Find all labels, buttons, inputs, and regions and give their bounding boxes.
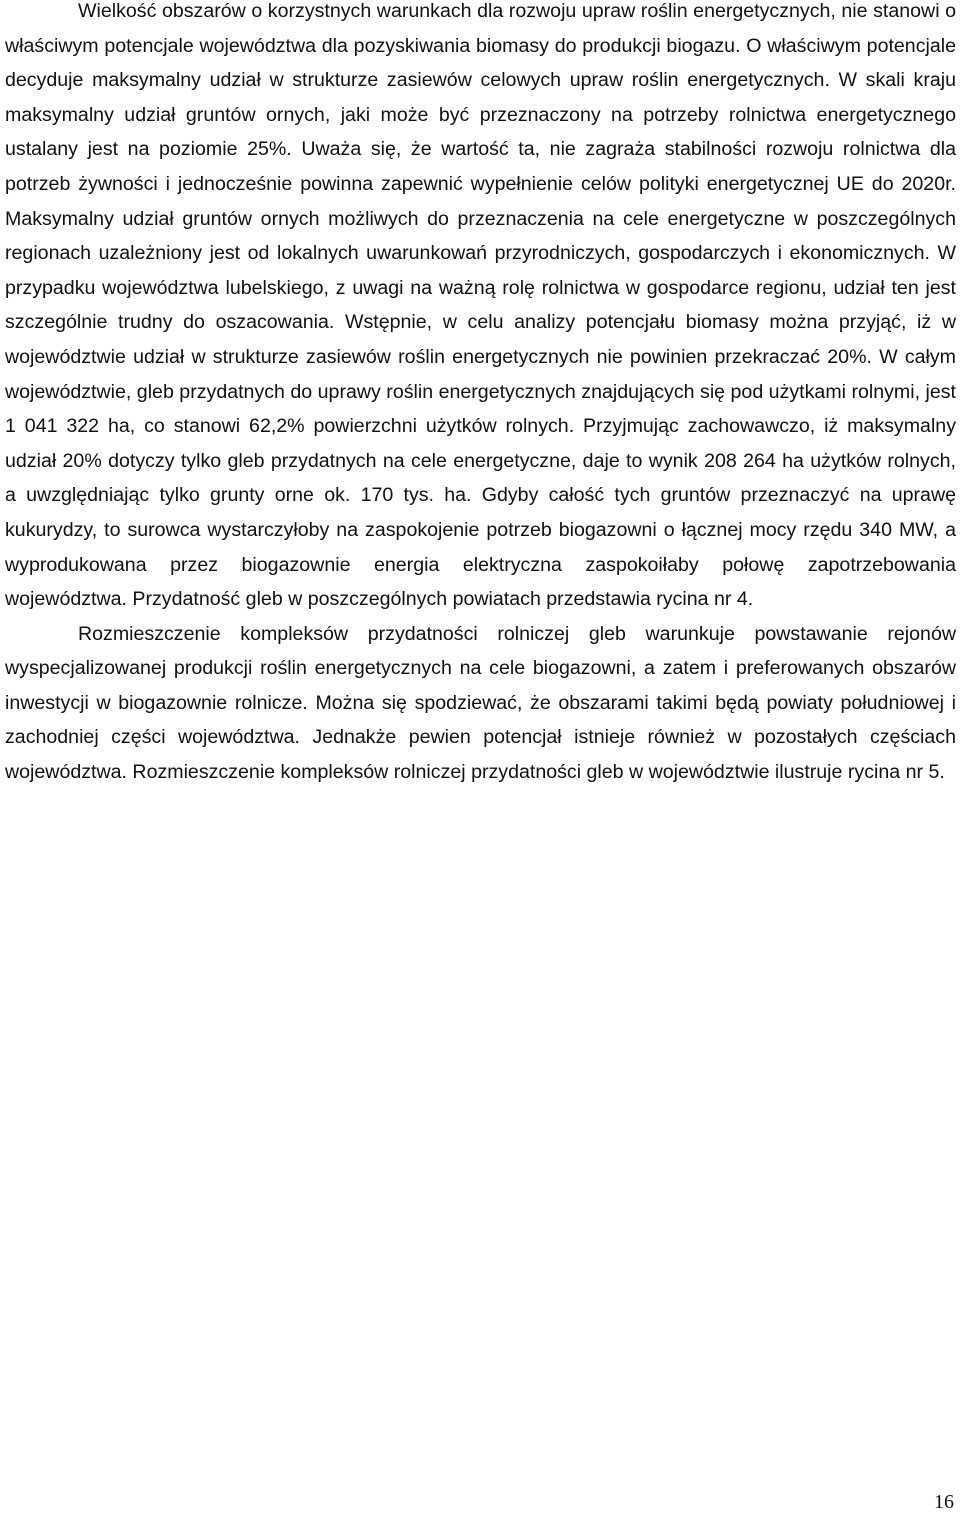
- paragraph-biomass-potential: Wielkość obszarów o korzystnych warunkach dla rozwoju upraw roślin energetycznych, nie stanowi o właściwym potencjale województwa dla pozyskiwania biomasy do produkcji biogazu. O właściwym potencjale decyduje maksymalny udział w strukturze zasiewów celowych upraw roślin energetycznych. W skali kraju maksymalny udział gruntów ornych, jaki może być przeznaczony na potrzeby rolnictwa energetycznego ustalany jest na poziomie 25%. Uważa się, że wartość ta, nie zagraża stabilności rozwoju rolnictwa dla potrzeb żywności i jednocześnie powinna zapewnić wypełnienie celów polityki energetycznej UE do 2020r. Maksymalny udział gruntów ornych możliwych do przeznaczenia na cele energetyczne w poszczególnych regionach uzależniony jest od lokalnych uwarunkowań przyrodniczych, gospodarczych i ekonomicznych. W przypadku województwa lubelskiego, z uwagi na ważną rolę rolnictwa w gospodarce regionu, udział ten jest szczególnie trudny do oszacowania. Wstępnie, w celu analizy potencjału biomasy można przyjąć, iż w województwie udział w strukturze zasiewów roślin energetycznych nie powinien przekraczać 20%. W całym województwie, gleb przydatnych do uprawy roślin energetycznych znajdujących się pod użytkami rolnymi, jest 1 041 322 ha, co stanowi 62,2% powierzchni użytków rolnych. Przyjmując zachowawczo, iż maksymalny udział 20% dotyczy tylko gleb przydatnych na cele energetyczne, daje to wynik 208 264 ha użytków rolnych, a uwzględniając tylko grunty orne ok. 170 tys. ha. Gdyby całość tych gruntów przeznaczyć na uprawę kukurydzy, to surowca wystarczyłoby na zaspokojenie potrzeb biogazowni o łącznej mocy rzędu 340 MW, a wyprodukowana przez biogazownie energia elektryczna zaspokoiłaby połowę zapotrzebowania województwa. Przydatność gleb w poszczególnych powiatach przedstawia rycina nr 4.: [5, 0, 956, 611]
- page-number: 16: [934, 1491, 954, 1513]
- paragraph-soil-complexes: Rozmieszczenie kompleksów przydatności rolniczej gleb warunkuje powstawanie rejonów wyspecjalizowanej produkcji roślin energetycznych na cele biogazowni, a zatem i preferowanych obszarów inwestycji w biogazownie rolnicze. Można się spodziewać, że obszarami takimi będą powiaty południowej i zachodniej części województwa. Jednakże pewien potencjał istnieje również w pozostałych częściach województwa. Rozmieszczenie kompleksów rolniczej przydatności gleb w województwie ilustruje rycina nr 5.: [5, 622, 956, 784]
- document-body: [5, 0, 956, 790]
